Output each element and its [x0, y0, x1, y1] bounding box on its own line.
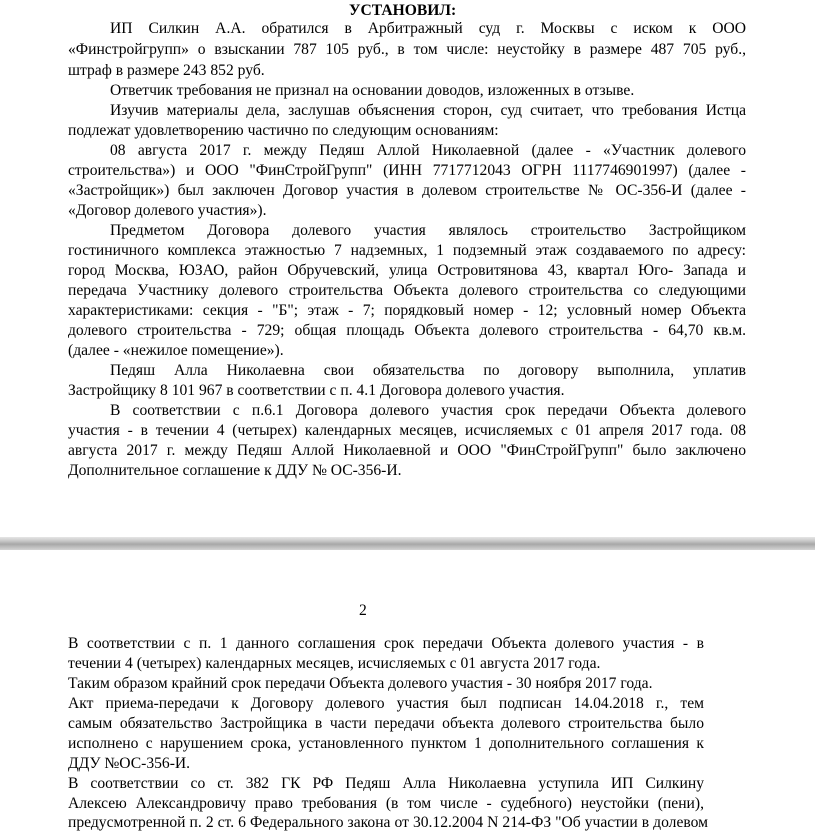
page1-text-line: августа 2017 г. между Педяш Аллой Николаевной и ООО "ФинСтройГрупп" было заключено: [68, 442, 746, 459]
section-heading: УСТАНОВИЛ:: [349, 2, 457, 19]
page1-text-line: подлежат удовлетворению частично по следующим основаниям:: [68, 122, 499, 139]
page1-text-line: характеристиками: секция - "Б"; этаж - 7; порядковый номер - 12; условный номер Объекта: [68, 302, 746, 319]
page1-text-line: Застройщику 8 101 967 в соответствии с п. 4.1 Договора долевого участия.: [68, 382, 565, 399]
page1-text-line: ИП Силкин А.А. обратился в Арбитражный суд г. Москвы с иском к ООО: [110, 20, 746, 37]
page2-text-line: течении 4 (четырех) календарных месяцев, исчисляемых с 01 августа 2017 года.: [68, 655, 601, 672]
page1-text-line: Дополнительное соглашение к ДДУ № ОС-356-И.: [68, 462, 402, 479]
page1-text-line: Педяш Алла Николаевна свои обязательства по договору выполнила, уплатив: [110, 362, 746, 379]
page1-text-line: Изучив материалы дела, заслушав объяснения сторон, суд считает, что требования Истца: [110, 102, 746, 119]
page2-text-line: самым обязательство Застройщика в части передачи объекта долевого строительства было: [68, 715, 704, 732]
page2-text-line: В соответствии со ст. 382 ГК РФ Педяш Алла Николаевна уступила ИП Силкину: [68, 775, 704, 792]
page-number: 2: [359, 602, 367, 619]
page2-text-line: ДДУ №ОС-356-И.: [68, 755, 191, 772]
page1-text-line: «Финстройгрупп» о взыскании 787 105 руб., в том числе: неустойку в размере 487 705 руб.,: [68, 41, 746, 58]
page1-text-line: Предметом Договора долевого участия являлось строительство Застройщиком: [110, 222, 746, 239]
page1-text-line: долевого строительства - 729; общая площадь Объекта долевого строительства - 64,70 кв.м.: [68, 322, 746, 339]
page2-text-line: исполнено с нарушением срока, установленного пунктом 1 дополнительного соглашения к: [68, 735, 704, 752]
page2-text-line: Алексею Александровичу право требования (в том числе - судебного) неустойки (пени),: [68, 795, 704, 812]
page2-text-line: Акт приема-передачи к Договору долевого участия был подписан 14.04.2018 г., тем: [68, 695, 704, 712]
page1-text-line: «Договор долевого участия»).: [68, 202, 267, 219]
page-separator: [0, 537, 815, 550]
page1-text-line: В соответствии с п.6.1 Договора долевого участия срок передачи Объекта долевого: [110, 402, 746, 419]
page1-text-line: 08 августа 2017 г. между Педяш Аллой Николаевной (далее - «Участник долевого: [110, 142, 746, 159]
page1-text-line: город Москва, ЮЗАО, район Обручевский, улица Островитянова 43, квартал Юго- Запада и: [68, 262, 746, 279]
page1-text-line: штраф в размере 243 852 руб.: [68, 62, 265, 79]
page1-text-line: Ответчик требования не признал на основании доводов, изложенных в отзыве.: [110, 82, 635, 99]
page1-text-line: передача Участнику долевого строительства Объекта долевого строительства со следующими: [68, 282, 746, 299]
page2-text-line: В соответствии с п. 1 данного соглашения срок передачи Объекта долевого участия - в: [68, 635, 704, 652]
page1-text-line: участия - в течении 4 (четырех) календарных месяцев, исчисляемых с 01 апреля 2017 года. 08: [68, 422, 746, 439]
page2-text-line: предусмотренной п. 2 ст. 6 Федерального закона от 30.12.2004 N 214-ФЗ "Об участии в долевом: [68, 814, 708, 831]
page1-text-line: строительства») и ООО "ФинСтройГрупп" (ИНН 7717712043 ОГРН 1117746901997) (далее -: [68, 162, 746, 179]
page1-text-line: гостиничного комплекса этажностью 7 надземных, 1 подземный этаж создаваемого по адресу:: [68, 242, 746, 259]
page1-text-line: (далее - «нежилое помещение»).: [68, 342, 284, 359]
page2-text-line: Таким образом крайний срок передачи Объекта долевого участия - 30 ноября 2017 года.: [68, 675, 653, 692]
page1-text-line: «Застройщик») был заключен Договор участия в долевом строительстве № ОС-356-И (далее -: [68, 182, 746, 199]
